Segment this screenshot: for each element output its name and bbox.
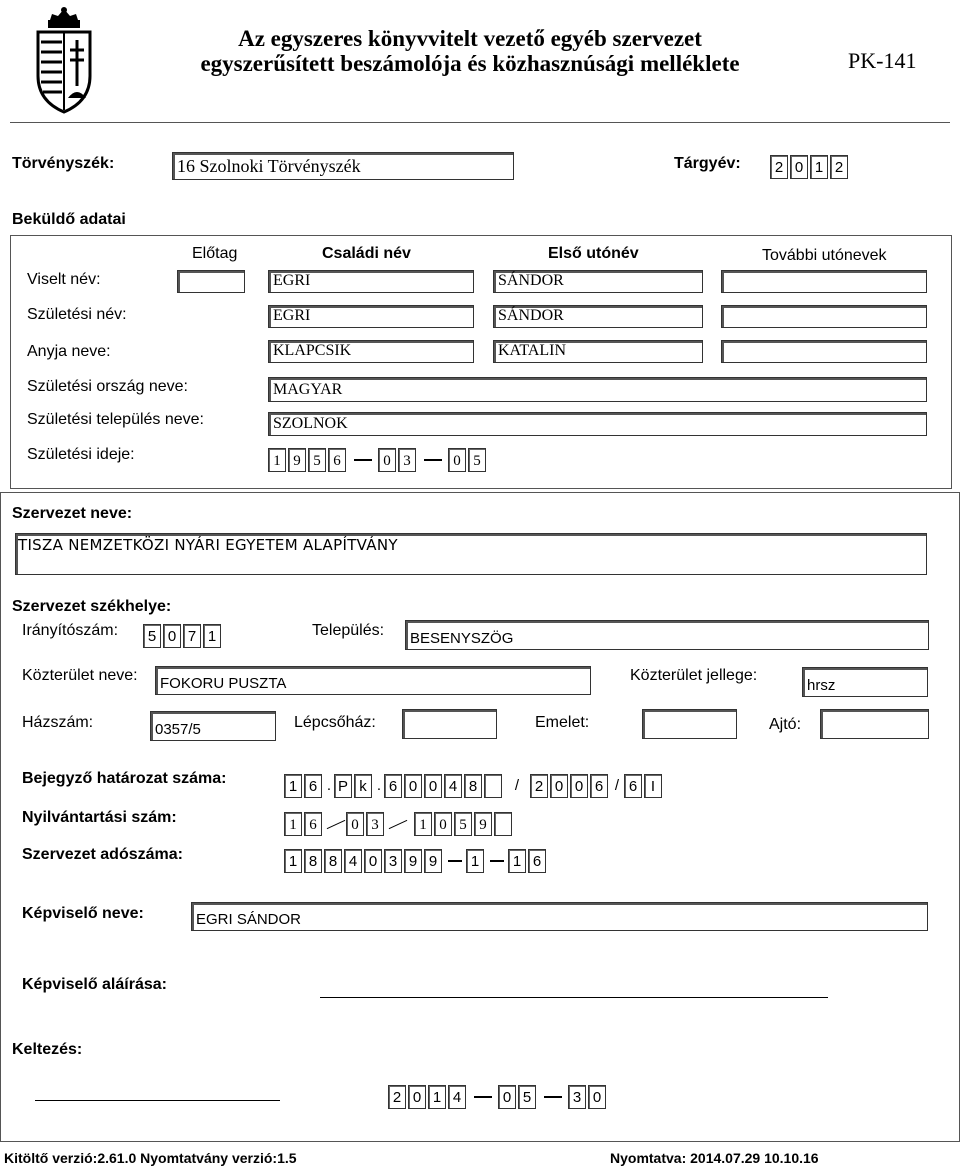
digit-cell[interactable]: 2: [830, 155, 848, 179]
page-title: [120, 26, 820, 76]
digit-cell[interactable]: 1: [284, 774, 302, 798]
year-field[interactable]: [770, 155, 850, 179]
digit-cell[interactable]: 9: [424, 849, 442, 873]
digit-cell[interactable]: 5: [454, 812, 472, 836]
signature-line[interactable]: [320, 997, 828, 998]
digit-cell[interactable]: 3: [384, 849, 402, 873]
mother-first-field[interactable]: KATALIN: [493, 340, 703, 363]
digit-cell[interactable]: 0: [424, 774, 442, 798]
digit-cell[interactable]: 0: [346, 812, 364, 836]
digit-cell[interactable]: 6: [590, 774, 608, 798]
house-label: Házszám:: [22, 714, 94, 731]
worn-family-field[interactable]: EGRI: [268, 270, 474, 293]
digit-cell[interactable]: I: [644, 774, 662, 798]
col-prefix: Előtag: [192, 245, 238, 262]
digit-cell[interactable]: [484, 774, 502, 798]
street-label: Közterület neve:: [22, 667, 138, 684]
digit-cell[interactable]: 0: [550, 774, 568, 798]
year-label: Tárgyév:: [674, 155, 741, 172]
digit-cell[interactable]: 4: [444, 774, 462, 798]
reg-decision-field[interactable]: 1 6 . P k . 6 0 0 4 8 / 2 0 0 6 / 6 I: [284, 774, 664, 798]
col-other: További utónevek: [762, 247, 887, 264]
footer-right: Nyomtatva: 2014.07.29 10.10.16: [610, 1150, 819, 1166]
town-label: Település:: [312, 622, 385, 639]
tax-field[interactable]: [284, 849, 548, 873]
mother-other-field[interactable]: [721, 340, 927, 363]
street-field[interactable]: FOKORU PUSZTA: [155, 666, 591, 695]
digit-cell[interactable]: 9: [474, 812, 492, 836]
worn-name-label: Viselt név:: [27, 271, 101, 288]
digit-cell[interactable]: 8: [464, 774, 482, 798]
stair-field[interactable]: [402, 709, 497, 739]
digit-cell[interactable]: 0: [570, 774, 588, 798]
birth-family-field[interactable]: EGRI: [268, 305, 474, 328]
digit-cell[interactable]: 6: [528, 849, 546, 873]
org-name-field[interactable]: TISZA NEMZETKÖZI NYÁRI EGYETEM ALAPÍTVÁNY: [15, 533, 927, 575]
street-type-field[interactable]: hrsz: [802, 667, 928, 697]
mother-label: Anyja neve:: [27, 343, 111, 360]
birth-other-field[interactable]: [721, 305, 927, 328]
title-line-1: Az egyszeres könyvvitelt vezető egyéb szervezet: [238, 26, 702, 51]
digit-cell[interactable]: 6: [304, 812, 322, 836]
digit-cell[interactable]: 8: [324, 849, 342, 873]
digit-cell[interactable]: 4: [448, 1085, 466, 1109]
digit-cell[interactable]: 0: [408, 1085, 426, 1109]
digit-cell[interactable]: 1: [466, 849, 484, 873]
floor-field[interactable]: [642, 709, 737, 739]
house-field[interactable]: 0357/5: [150, 711, 276, 741]
birth-town-field[interactable]: SZOLNOK: [268, 412, 927, 436]
birth-town-label: Születési település neve:: [27, 411, 204, 428]
birth-country-label: Születési ország neve:: [27, 378, 188, 395]
digit-cell[interactable]: 1: [284, 812, 302, 836]
title-line-2: egyszerűsített beszámolója és közhasznúsági melléklete: [200, 51, 740, 76]
form-code: PK-141: [848, 48, 917, 73]
rep-signature-label: Képviselő aláírása:: [22, 976, 167, 993]
floor-label: Emelet:: [535, 714, 590, 731]
digit-cell[interactable]: 1: [810, 155, 828, 179]
birth-first-field[interactable]: SÁNDOR: [493, 305, 703, 328]
digit-cell[interactable]: 2: [770, 155, 788, 179]
digit-cell[interactable]: 0: [163, 624, 181, 648]
reg-number-field[interactable]: [284, 812, 514, 836]
digit-cell[interactable]: 2: [530, 774, 548, 798]
digit-cell[interactable]: 6: [384, 774, 402, 798]
digit-cell[interactable]: 3: [398, 448, 416, 472]
worn-prefix-field[interactable]: [177, 270, 245, 293]
digit-cell[interactable]: [494, 812, 512, 836]
stair-label: Lépcsőház:: [294, 714, 376, 731]
birth-country-field[interactable]: MAGYAR: [268, 377, 927, 402]
digit-cell[interactable]: P: [334, 774, 352, 798]
digit-cell[interactable]: 0: [364, 849, 382, 873]
digit-cell[interactable]: 8: [304, 849, 322, 873]
col-family: Családi név: [322, 245, 411, 262]
rep-name-field[interactable]: EGRI SÁNDOR: [191, 902, 928, 931]
col-first: Első utónév: [548, 245, 639, 262]
digit-cell[interactable]: 6: [624, 774, 642, 798]
digit-cell[interactable]: k: [354, 774, 372, 798]
birth-name-label: Születési név:: [27, 306, 127, 323]
coat-of-arms-icon: [30, 6, 98, 116]
door-field[interactable]: [820, 709, 929, 739]
reg-number-label: Nyilvántartási szám:: [22, 809, 177, 826]
digit-cell[interactable]: 1: [508, 849, 526, 873]
digit-cell[interactable]: 0: [434, 812, 452, 836]
tax-label: Szervezet adószáma:: [22, 846, 183, 863]
street-type-label: Közterület jellege:: [630, 667, 758, 684]
header-divider: [10, 122, 950, 123]
digit-cell[interactable]: 5: [308, 448, 326, 472]
worn-other-field[interactable]: [721, 270, 927, 293]
digit-cell[interactable]: 1: [284, 849, 302, 873]
town-field[interactable]: BESENYSZÖG: [405, 620, 929, 650]
court-label: Törvényszék:: [12, 155, 115, 172]
digit-cell[interactable]: 1: [203, 624, 221, 648]
digit-cell[interactable]: 3: [366, 812, 384, 836]
footer-left: Kitöltő verzió:2.61.0 Nyomtatvány verzió:1.5: [4, 1150, 297, 1166]
digit-cell[interactable]: 9: [404, 849, 422, 873]
org-name-label: Szervezet neve:: [12, 505, 133, 522]
digit-cell[interactable]: 7: [183, 624, 201, 648]
digit-cell[interactable]: 2: [388, 1085, 406, 1109]
digit-cell[interactable]: 0: [790, 155, 808, 179]
worn-first-field[interactable]: SÁNDOR: [493, 270, 703, 293]
digit-cell[interactable]: 5: [143, 624, 161, 648]
court-field[interactable]: 16 Szolnoki Törvényszék: [172, 152, 514, 180]
digit-cell[interactable]: 9: [288, 448, 306, 472]
date-place-line[interactable]: [35, 1100, 280, 1101]
org-seat-label: Szervezet székhelye:: [12, 598, 172, 615]
digit-cell[interactable]: 5: [468, 448, 486, 472]
zip-label: Irányítószám:: [22, 622, 119, 639]
digit-cell[interactable]: 1: [414, 812, 432, 836]
digit-cell[interactable]: 5: [518, 1085, 536, 1109]
zip-field[interactable]: [143, 624, 223, 648]
digit-cell[interactable]: 4: [344, 849, 362, 873]
birth-date-label: Születési ideje:: [27, 446, 135, 463]
door-label: Ajtó:: [769, 716, 802, 733]
birth-date-field[interactable]: [268, 448, 488, 472]
rep-name-label: Képviselő neve:: [22, 905, 144, 922]
date-label: Keltezés:: [12, 1041, 83, 1058]
reg-decision-label: Bejegyző határozat száma:: [22, 770, 227, 787]
digit-cell[interactable]: 0: [378, 448, 396, 472]
date-field[interactable]: [388, 1085, 608, 1109]
sender-section-title: Beküldő adatai: [12, 211, 126, 228]
digit-cell[interactable]: 1: [428, 1085, 446, 1109]
digit-cell[interactable]: 0: [448, 448, 466, 472]
digit-cell[interactable]: 0: [404, 774, 422, 798]
digit-cell[interactable]: 6: [328, 448, 346, 472]
digit-cell[interactable]: 1: [268, 448, 286, 472]
digit-cell[interactable]: 6: [304, 774, 322, 798]
digit-cell[interactable]: 0: [498, 1085, 516, 1109]
digit-cell[interactable]: 3: [568, 1085, 586, 1109]
digit-cell[interactable]: 0: [588, 1085, 606, 1109]
mother-family-field[interactable]: KLAPCSIK: [268, 340, 474, 363]
